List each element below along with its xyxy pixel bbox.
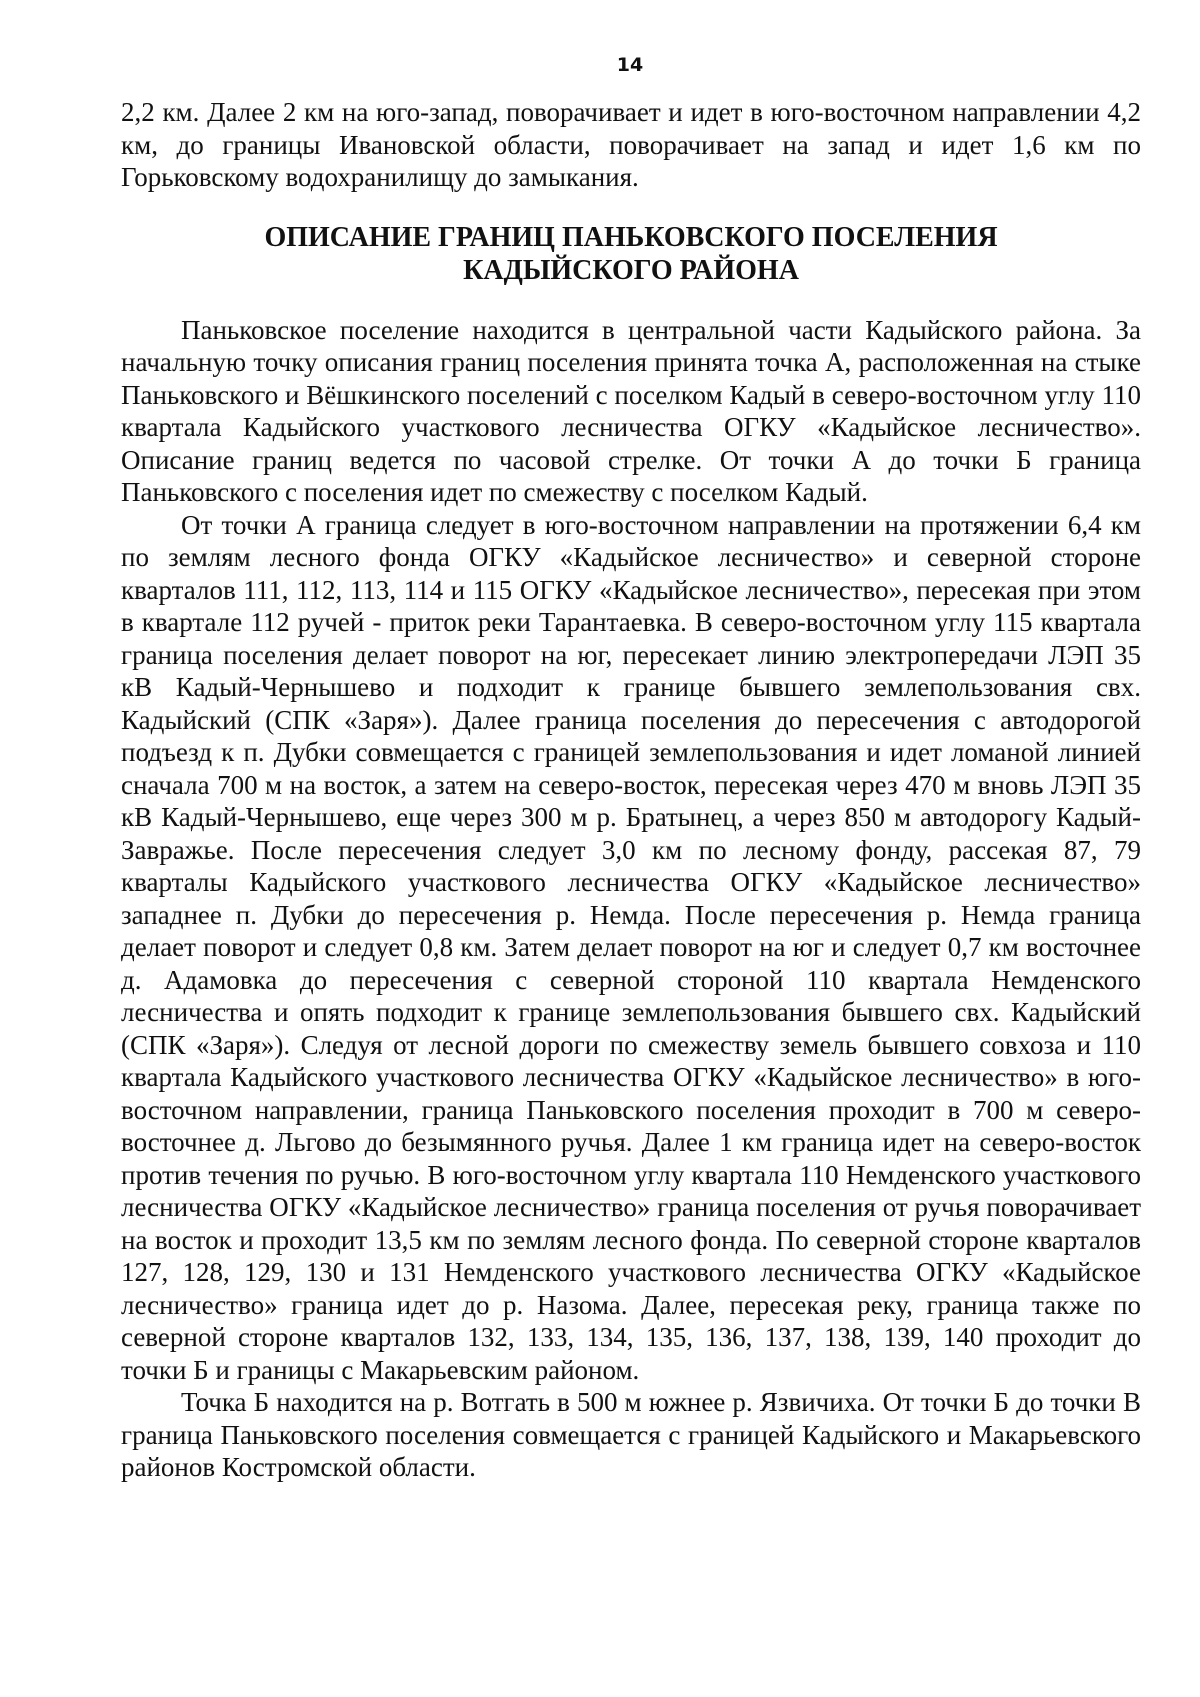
paragraph-1: Паньковское поселение находится в центральной части Кадыйского района. За начальную точку описания границ поселения принята точка А, расположенная на стыке Паньковского и Вёшкинского поселений с поселком Кадый в северо-восточном углу 110 квартала Кадыйского участкового лесничества ОГКУ «Кадыйское лесничество». Описание границ ведется по часовой стрелке. От точки А до точки Б граница Паньковского с поселения идет по смежеству с поселком Кадый. <box>121 314 1141 507</box>
section-heading-line-1: ОПИСАНИЕ ГРАНИЦ ПАНЬКОВСКОГО ПОСЕЛЕНИЯ <box>264 221 998 253</box>
paragraph-2: От точки А граница следует в юго-восточном направлении на протяжении 6,4 км по землям лесного фонда ОГКУ «Кадыйское лесничество» и северной стороне кварталов 111, 112, 113, 114 и 115 ОГКУ «Кадыйское лесничество», пересекая при этом в квартале 112 ручей - приток реки Тарантаевка. В северо-восточном углу 115 квартала граница поселения делает поворот на юг, пересекает линию электропередачи ЛЭП 35 кВ Кадый-Чернышево и подходит к границе бывшего землепользования свх. Кадыйский (СПК «Заря»). Далее граница поселения до пересечения с автодорогой подъезд к п. Дубки совмещается с границей землепользования и идет ломаной линией сначала 700 м на восток, а затем на северо-восток, пересекая через 470 м вновь ЛЭП 35 кВ Кадый-Чернышево, еще через 300 м р. Братынец, а через 850 м автодорогу Кадый-Завражье. После пересечения следует 3,0 км по лесному фонду, рассекая 87, 79 кварталы Кадыйского участкового лесничества ОГКУ «Кадыйское лесничество» западнее п. Дубки до пересечения р. Немда. После пересечения р. Немда граница делает поворот и следует 0,8 км. Затем делает поворот на юг и следует 0,7 км восточнее д. Адамовка до пересечения с северной стороной 110 квартала Немденского лесничества и опять подходит к границе землепользования бывшего свх. Кадыйский (СПК «Заря»). Следуя от лесной дороги по смежеству земель бывшего совхоза и 110 квартала Кадыйского участкового лесничества ОГКУ «Кадыйское лесничество» в юго-восточном направлении, граница Паньковского поселения проходит в 700 м северо-восточнее д. Льгово до безымянного ручья. Далее 1 км граница идет на северо-восток против течения по ручью. В юго-восточном углу квартала 110 Немденского участкового лесничества ОГКУ «Кадыйское лесничество» граница поселения от ручья поворачивает на восток и проходит 13,5 км по землям лесного фонда. По северной стороне кварталов 127, 128, 129, 130 и 131 Немденского участкового лесничества ОГКУ «Кадыйское лесничество» граница идет до р. Назома. Далее, пересекая реку, граница также по северной стороне кварталов 132, 133, 134, 135, 136, 137, 138, 139, 140 проходит до точки Б и границы с Макарьевским районом. <box>121 509 1141 1385</box>
page-number: 14 <box>616 54 644 76</box>
intro-paragraph: 2,2 км. Далее 2 км на юго-запад, поворачивает и идет в юго-восточном направлении 4,2 км, до границы Ивановской области, поворачивает на запад и идет 1,6 км по Горьковскому водохранилищу до замыкания. <box>121 97 1141 192</box>
section-heading <box>121 221 1141 287</box>
paragraph-3: Точка Б находится на р. Вотгать в 500 м южнее р. Язвичиха. От точки Б до точки В граница Паньковского поселения совмещается с границей Кадыйского и Макарьевского районов Костромской области. <box>121 1387 1141 1482</box>
document-body <box>121 96 1141 1484</box>
section-heading-line-2: КАДЫЙСКОГО РАЙОНА <box>463 254 799 286</box>
